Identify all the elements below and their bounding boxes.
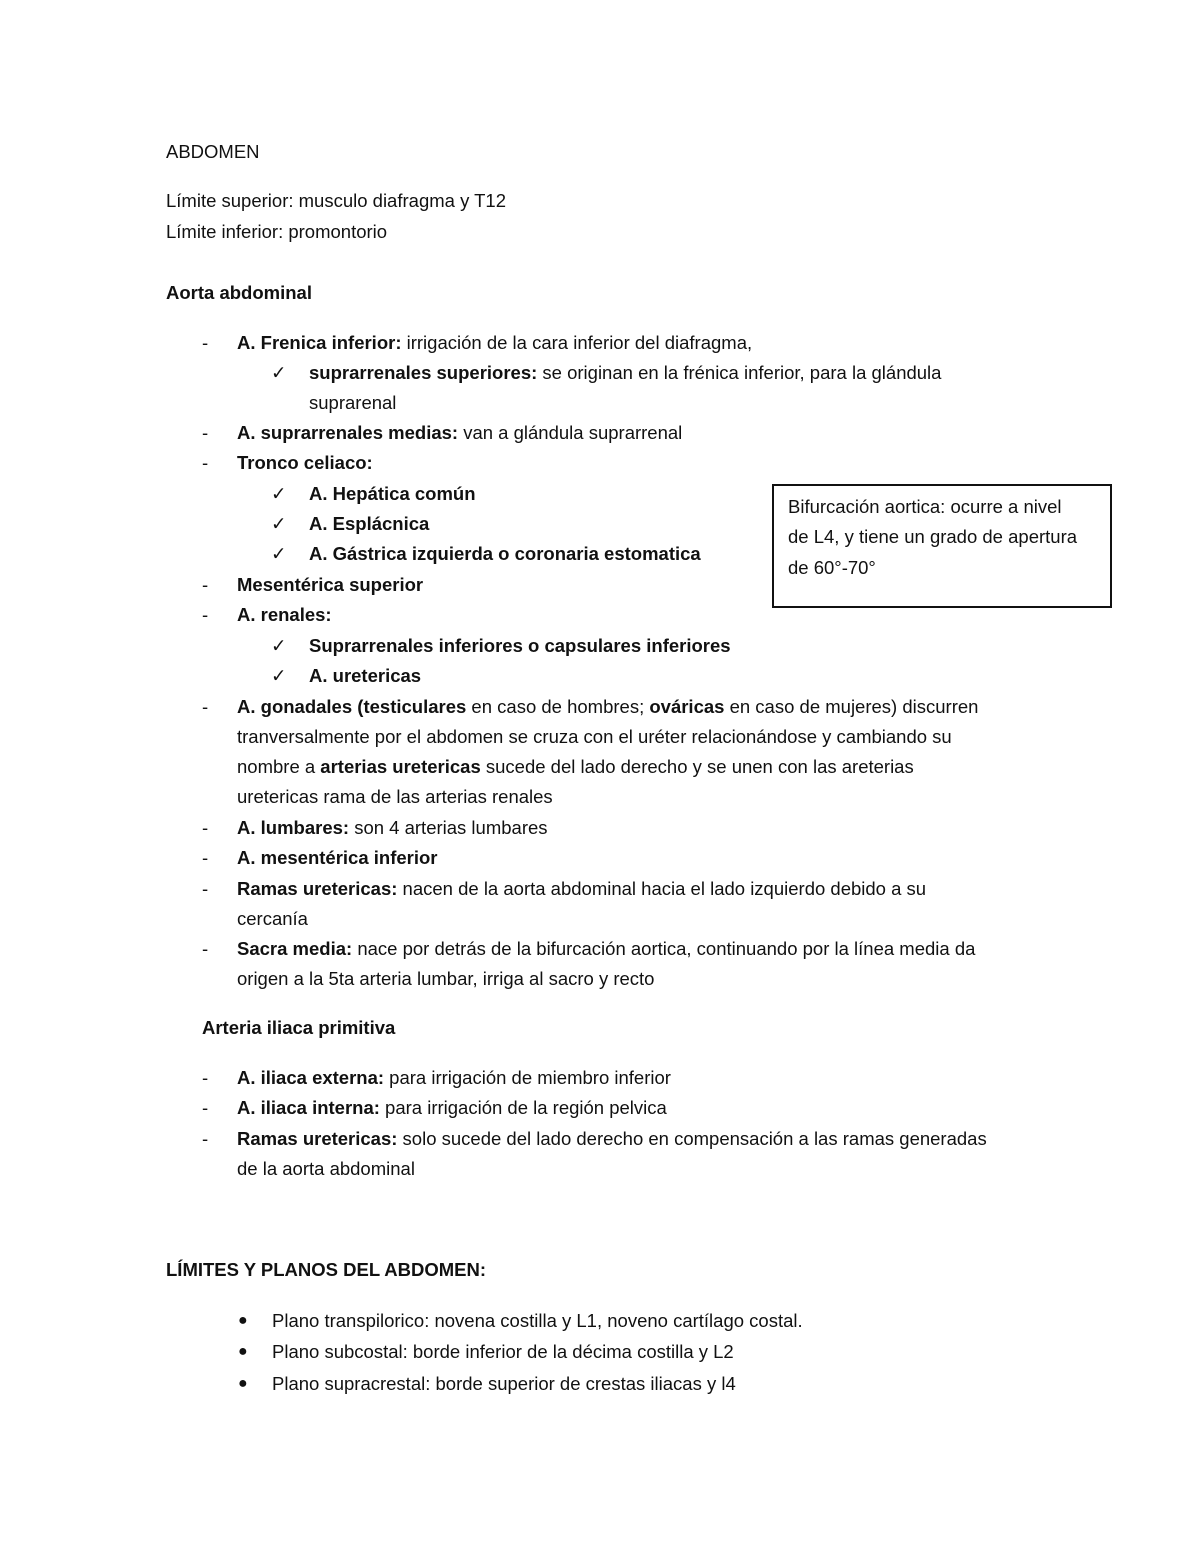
dash-marker: - xyxy=(202,604,209,625)
dash-marker: - xyxy=(202,817,209,838)
dash-marker: - xyxy=(202,1128,209,1149)
aorta-heading: Aorta abdominal xyxy=(166,282,312,303)
planos-heading: LÍMITES Y PLANOS DEL ABDOMEN: xyxy=(166,1259,487,1280)
list-item-iliaca-interna: A. iliaca interna: para irrigación de la región pelvica xyxy=(237,1097,667,1118)
list-item-iliaca-ramas: Ramas uretericas: solo sucede del lado derecho en compensación a las ramas generadas xyxy=(237,1128,987,1149)
note-line: de 60°-70° xyxy=(788,557,876,578)
list-item-mesenterica-sup: Mesentérica superior xyxy=(237,574,424,595)
sub-item-suprarrenales-sup: suprarrenales superiores: se originan en la frénica inferior, para la glándula xyxy=(309,362,942,383)
bullet-icon: ● xyxy=(238,1343,248,1360)
plano-subcostal: Plano subcostal: borde inferior de la décima costilla y L2 xyxy=(272,1341,734,1362)
check-icon: ✓ xyxy=(271,665,287,686)
list-item-gonadales-line3: nombre a arterias uretericas sucede del lado derecho y se unen con las areterias xyxy=(237,756,914,777)
check-icon: ✓ xyxy=(271,513,287,534)
list-item-frenica: A. Frenica inferior: irrigación de la cara inferior del diafragma, xyxy=(237,332,753,353)
list-item-tronco: Tronco celiaco: xyxy=(237,452,373,473)
bifurcation-note-box xyxy=(772,484,1112,608)
plano-supracrestal: Plano supracrestal: borde superior de crestas iliacas y l4 xyxy=(272,1373,736,1394)
plano-transpilorico: Plano transpilorico: novena costilla y L1, noveno cartílago costal. xyxy=(272,1310,803,1331)
sub-item-continuation: suprarenal xyxy=(309,392,397,413)
sub-item-hepatica: A. Hepática común xyxy=(309,483,476,504)
bullet-icon: ● xyxy=(238,1312,248,1329)
dash-marker: - xyxy=(202,696,209,717)
dash-marker: - xyxy=(202,422,209,443)
iliaca-heading: Arteria iliaca primitiva xyxy=(202,1017,396,1038)
check-icon: ✓ xyxy=(271,362,287,383)
dash-marker: - xyxy=(202,332,209,353)
list-item-iliaca-externa: A. iliaca externa: para irrigación de miembro inferior xyxy=(237,1067,671,1088)
limit-inferior: Límite inferior: promontorio xyxy=(166,221,388,242)
check-icon: ✓ xyxy=(271,483,287,504)
list-item-mesenterica-inf: A. mesentérica inferior xyxy=(237,847,438,868)
sub-item-uretericas: A. uretericas xyxy=(309,665,422,686)
list-item-gonadales: A. gonadales (testiculares en caso de hombres; ováricas en caso de mujeres) discurren xyxy=(237,696,979,717)
dash-marker: - xyxy=(202,574,209,595)
list-item-gonadales-line2: tranversalmente por el abdomen se cruza con el uréter relacionándose y cambiando su xyxy=(237,726,952,747)
list-item-ramas: Ramas uretericas: nacen de la aorta abdominal hacia el lado izquierdo debido a su xyxy=(237,878,927,899)
sub-item-gastrica: A. Gástrica izquierda o coronaria estomatica xyxy=(309,543,701,564)
check-icon: ✓ xyxy=(271,635,287,656)
sub-item-esplacnica: A. Esplácnica xyxy=(309,513,430,534)
dash-marker: - xyxy=(202,878,209,899)
list-item-renales: A. renales: xyxy=(237,604,332,625)
list-item-iliaca-ramas-line2: de la aorta abdominal xyxy=(237,1158,415,1179)
note-line: de L4, y tiene un grado de apertura xyxy=(788,526,1078,547)
list-item-lumbares: A. lumbares: son 4 arterias lumbares xyxy=(237,817,548,838)
dash-marker: - xyxy=(202,1097,209,1118)
list-item-ramas-line2: cercanía xyxy=(237,908,308,929)
dash-marker: - xyxy=(202,1067,209,1088)
note-line: Bifurcación aortica: ocurre a nivel xyxy=(788,496,1062,517)
sub-item-suprarrenales-inf: Suprarrenales inferiores o capsulares inferiores xyxy=(309,635,731,656)
bullet-icon: ● xyxy=(238,1375,248,1392)
dash-marker: - xyxy=(202,938,209,959)
dash-marker: - xyxy=(202,847,209,868)
list-item-sacra-line2: origen a la 5ta arteria lumbar, irriga al sacro y recto xyxy=(237,968,655,989)
list-item-gonadales-line4: uretericas rama de las arterias renales xyxy=(237,786,553,807)
document-title: ABDOMEN xyxy=(166,141,260,162)
list-item-suprarrenales-medias: A. suprarrenales medias: van a glándula suprarrenal xyxy=(237,422,683,443)
limit-superior: Límite superior: musculo diafragma y T12 xyxy=(166,190,507,211)
check-icon: ✓ xyxy=(271,543,287,564)
dash-marker: - xyxy=(202,452,209,473)
list-item-sacra: Sacra media: nace por detrás de la bifurcación aortica, continuando por la línea media da xyxy=(237,938,976,959)
